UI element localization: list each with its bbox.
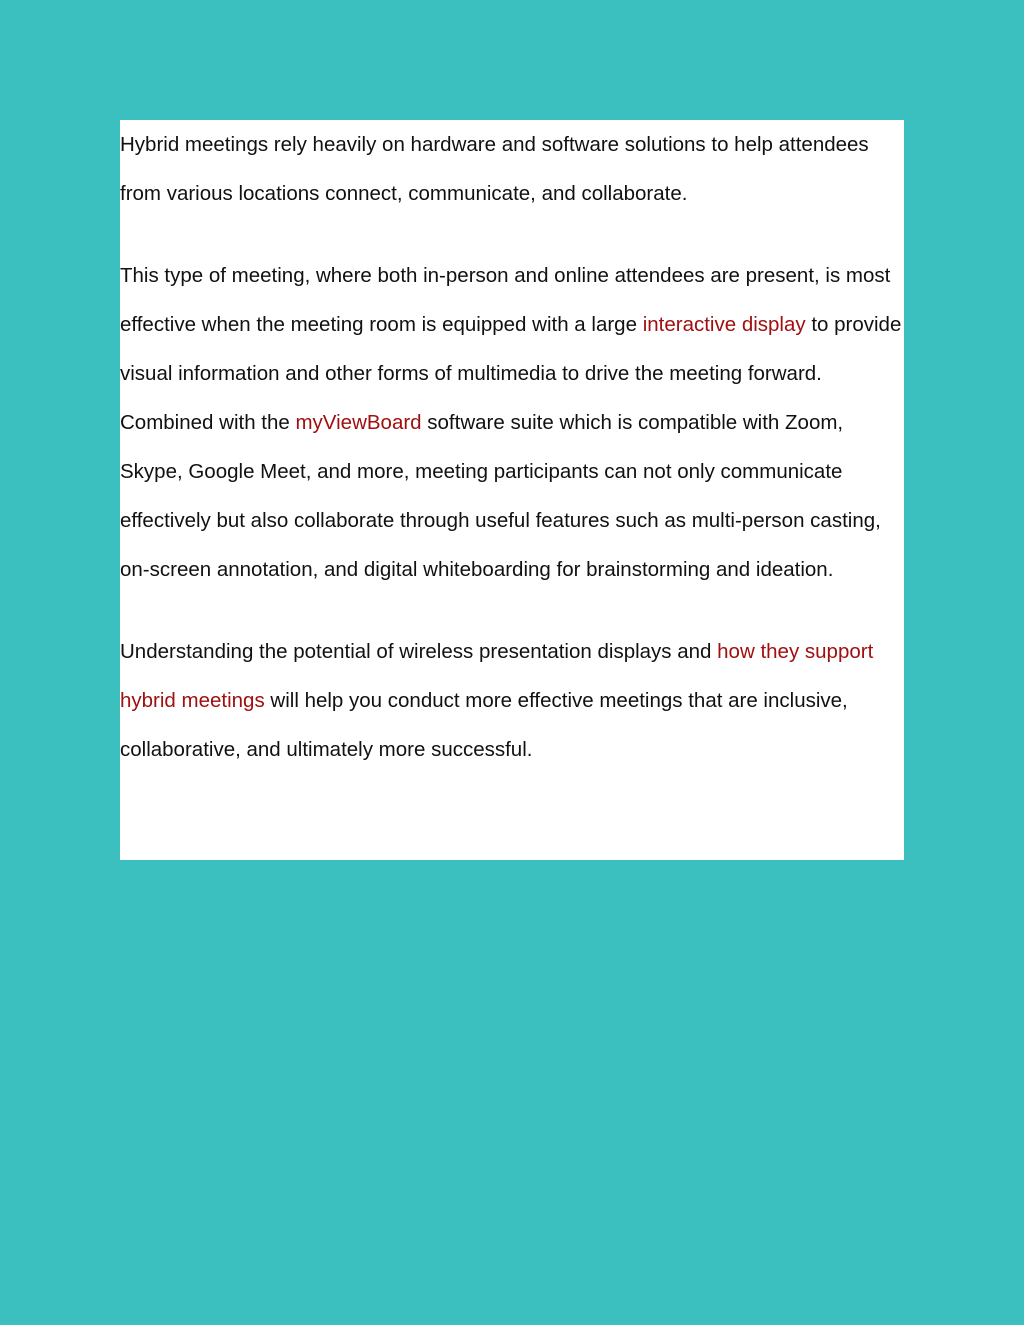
paragraph-text: to provide visual information and other forms of multimedia to drive the meeting forward. Combined with the: [120, 313, 902, 434]
paragraph-wireless-displays: [120, 627, 904, 774]
myviewboard-link[interactable]: myViewBoard: [295, 411, 422, 434]
paragraph-text: software suite which is compatible with Zoom, Skype, Google Meet, and more, meeting participants can not only communicate effectively but also collaborate through useful features such as multi-person casting, on-screen annotation, and digital whiteboarding for brainstorming and ideation.: [120, 411, 881, 581]
hybrid-meetings-support-link[interactable]: how they support hybrid meetings: [120, 640, 874, 712]
paragraph-hybrid-meetings-intro: [120, 120, 904, 218]
content-card: [120, 120, 904, 860]
paragraph-text: Understanding the potential of wireless presentation displays and: [120, 640, 718, 663]
paragraph-text: Hybrid meetings rely heavily on hardware and software solutions to help attendees from various locations connect, communicate, and collaborate.: [120, 133, 869, 205]
interactive-display-link[interactable]: interactive display: [642, 313, 806, 336]
paragraph-text: This type of meeting, where both in-person and online attendees are present, is most effective when the meeting room is equipped with a large: [120, 264, 891, 336]
paragraph-text: will help you conduct more effective meetings that are inclusive, collaborative, and ultimately more successful.: [120, 689, 848, 761]
paragraph-meeting-room-equipment: [120, 251, 904, 594]
